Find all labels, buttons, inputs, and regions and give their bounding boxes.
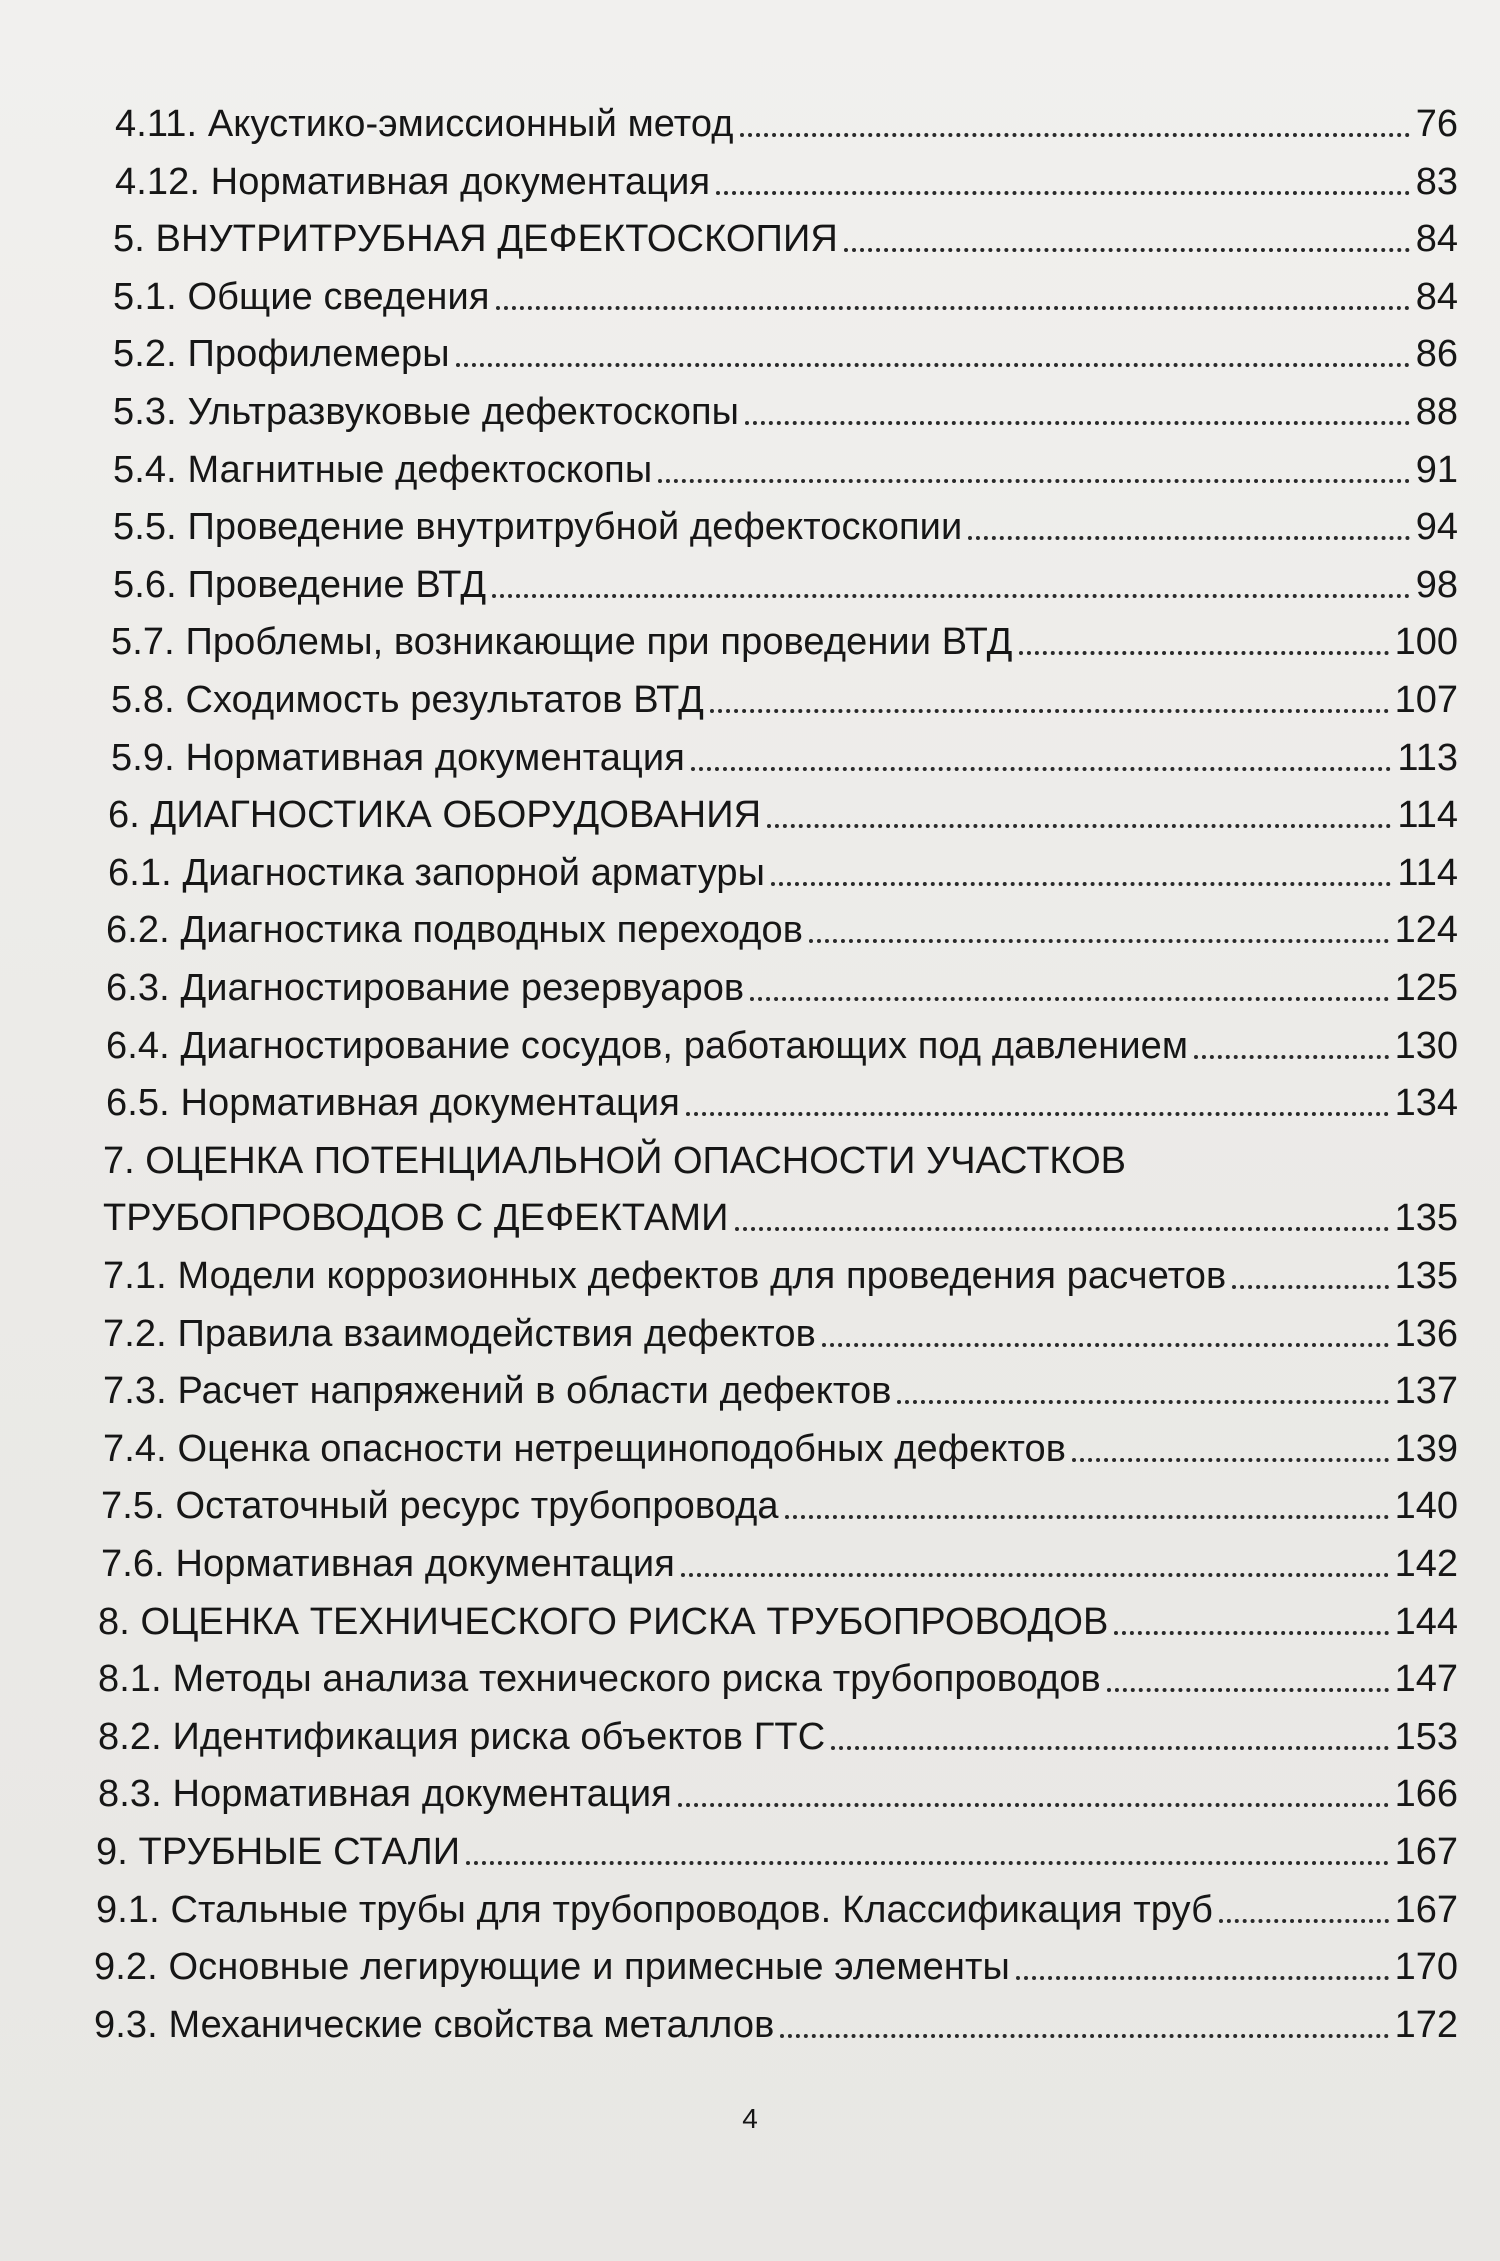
toc-entry-page: 137 xyxy=(1394,1370,1458,1413)
toc-entry[interactable] xyxy=(0,1528,1500,1586)
dot-leader xyxy=(678,1803,1389,1807)
dot-leader xyxy=(691,767,1392,771)
toc-entry-page: 107 xyxy=(1394,679,1458,721)
toc-entry[interactable] xyxy=(0,837,1500,895)
toc-entry-title: 5.4. Магнитные дефектоскопы xyxy=(113,448,653,491)
toc-entry-title: 4.12. Нормативная документация xyxy=(115,160,711,203)
toc-entry-title: 6.4. Диагностирование сосудов, работающих под давлением xyxy=(106,1024,1189,1067)
toc-entry[interactable] xyxy=(0,894,1500,952)
dot-leader xyxy=(844,248,1410,252)
toc-entry-title: 5.9. Нормативная документация xyxy=(111,736,685,779)
toc-entry-page: 124 xyxy=(1394,909,1458,952)
dot-leader xyxy=(745,421,1410,425)
toc-entry-page: 134 xyxy=(1394,1082,1458,1125)
toc-entry-title: 6.1. Диагностика запорной арматуры xyxy=(108,851,766,894)
toc-entry[interactable] xyxy=(0,1182,1500,1240)
toc-entry-page: 153 xyxy=(1394,1715,1458,1758)
page-number: 4 xyxy=(742,2103,758,2134)
dot-leader xyxy=(1072,1458,1389,1462)
dot-leader xyxy=(968,536,1409,540)
toc-entry-page: 84 xyxy=(1415,275,1458,318)
toc-entry-page: 167 xyxy=(1394,1888,1458,1931)
toc-entry[interactable] xyxy=(0,779,1500,837)
toc-entry-title: 6.3. Диагностирование резервуаров xyxy=(106,967,745,1009)
dot-leader xyxy=(780,2034,1388,2038)
dot-leader xyxy=(496,306,1410,310)
toc-entry[interactable] xyxy=(0,1758,1500,1816)
toc-entry-page: 170 xyxy=(1394,1946,1458,1989)
toc-entry[interactable] xyxy=(0,664,1500,722)
dot-leader xyxy=(809,939,1389,943)
toc-entry[interactable] xyxy=(0,606,1500,664)
dot-leader xyxy=(785,1515,1389,1519)
dot-leader xyxy=(897,1400,1388,1404)
toc-entry-title: 5.7. Проблемы, возникающие при проведении ВТД xyxy=(111,621,1013,664)
toc-entry-page: 140 xyxy=(1394,1485,1458,1528)
toc-entry-title: 8. ОЦЕНКА ТЕХНИЧЕСКОГО РИСКА ТРУБОПРОВОДОВ xyxy=(98,1600,1109,1643)
toc-entry-page: 76 xyxy=(1415,103,1458,145)
dot-leader xyxy=(767,824,1391,828)
toc-entry-page: 136 xyxy=(1394,1312,1458,1355)
toc-entry-title: 8.3. Нормативная документация xyxy=(98,1773,672,1816)
toc-entry-title: 7.6. Нормативная документация xyxy=(101,1543,675,1585)
toc-entry[interactable] xyxy=(0,1701,1500,1759)
toc-entry-page: 100 xyxy=(1394,621,1458,664)
toc-entry-title: 5.8. Сходимость результатов ВТД xyxy=(111,679,704,721)
toc-entry-title: 9.2. Основные легирующие и примесные элементы xyxy=(94,1946,1010,1989)
dot-leader xyxy=(716,191,1410,195)
toc-entry[interactable] xyxy=(0,1470,1500,1528)
toc-entry-title: 6. ДИАГНОСТИКА ОБОРУДОВАНИЯ xyxy=(108,794,762,837)
toc-entry[interactable] xyxy=(0,1010,1500,1068)
toc-entry-page: 147 xyxy=(1394,1658,1458,1701)
toc-entry-title: 5.2. Профилемеры xyxy=(113,333,450,376)
dot-leader xyxy=(1107,1688,1389,1692)
toc-entry-page: 167 xyxy=(1394,1831,1458,1873)
toc-entry-title: 7.3. Расчет напряжений в области дефектов xyxy=(103,1370,892,1413)
toc-entry-title: 5.3. Ультразвуковые дефектоскопы xyxy=(113,391,740,433)
toc-entry-page: 84 xyxy=(1415,218,1458,261)
toc-entry-title: 8.2. Идентификация риска объектов ГТС xyxy=(98,1715,826,1758)
toc-entry[interactable] xyxy=(0,376,1500,434)
toc-entry-title: 5.1. Общие сведения xyxy=(113,275,490,318)
toc-entry[interactable] xyxy=(0,318,1500,376)
toc-entry-title: 7.1. Модели коррозионных дефектов для проведения расчетов xyxy=(103,1255,1227,1297)
toc-entry-page: 86 xyxy=(1415,333,1458,376)
toc-entry-page: 114 xyxy=(1397,794,1458,837)
toc-entry-page: 125 xyxy=(1394,967,1458,1009)
toc-entry-title: 5. ВНУТРИТРУБНАЯ ДЕФЕКТОСКОПИЯ xyxy=(113,218,838,261)
toc-entry[interactable] xyxy=(0,952,1500,1010)
dot-leader xyxy=(1219,1919,1389,1923)
toc-entry-page: 135 xyxy=(1394,1255,1458,1297)
toc-entry-title: 7.5. Остаточный ресурс трубопровода xyxy=(101,1485,779,1528)
toc-entry[interactable] xyxy=(0,1874,1500,1932)
toc-entry[interactable] xyxy=(0,1643,1500,1701)
toc-entry[interactable] xyxy=(0,1067,1500,1125)
toc-entry-page: 139 xyxy=(1394,1427,1458,1470)
toc-entry-page: 114 xyxy=(1397,851,1458,894)
toc-entry[interactable] xyxy=(0,146,1500,204)
dot-leader xyxy=(710,709,1389,713)
toc-entry-title: 9. ТРУБНЫЕ СТАЛИ xyxy=(96,1831,461,1873)
dot-leader xyxy=(1019,651,1389,655)
toc-entry-title: 6.2. Диагностика подводных переходов xyxy=(106,909,804,952)
toc-entry-page: 130 xyxy=(1394,1024,1458,1067)
toc-entry-title: 4.11. Акустико-эмиссионный метод xyxy=(115,103,734,145)
toc-entry-page: 135 xyxy=(1394,1197,1458,1240)
toc-entry[interactable] xyxy=(0,722,1500,780)
toc-entry[interactable] xyxy=(0,1586,1500,1644)
toc-entry-title-line: 7. ОЦЕНКА ПОТЕНЦИАЛЬНОЙ ОПАСНОСТИ УЧАСТКОВ xyxy=(103,1139,1127,1182)
toc-entry-title: 7.2. Правила взаимодействия дефектов xyxy=(103,1312,816,1355)
toc-entry-title: 9.3. Механические свойства металлов xyxy=(94,2003,775,2046)
toc-entry-page: 94 xyxy=(1415,506,1458,549)
dot-leader xyxy=(686,1112,1389,1116)
dot-leader xyxy=(456,363,1410,367)
toc-entry-title: 9.1. Стальные трубы для трубопроводов. Классификация труб xyxy=(96,1888,1213,1931)
toc-entry-title: 7.4. Оценка опасности нетрещиноподобных дефектов xyxy=(103,1427,1067,1470)
toc-entry-title: 5.6. Проведение ВТД xyxy=(113,563,487,606)
dot-leader xyxy=(771,882,1391,886)
toc-entry-page: 144 xyxy=(1394,1600,1458,1643)
toc-entry-page: 142 xyxy=(1394,1543,1458,1585)
toc-entry-title: 6.5. Нормативная документация xyxy=(106,1082,680,1125)
toc-entry[interactable] xyxy=(0,88,1500,146)
toc-entry[interactable] xyxy=(0,1298,1500,1356)
toc-entry-page: 88 xyxy=(1415,391,1458,433)
toc-entry[interactable] xyxy=(0,1413,1500,1471)
toc-entry[interactable] xyxy=(0,261,1500,319)
dot-leader xyxy=(740,133,1410,137)
toc-entry[interactable] xyxy=(0,1240,1500,1298)
toc-entry-title: ТРУБОПРОВОДОВ С ДЕФЕКТАМИ xyxy=(103,1197,729,1240)
toc-entry[interactable] xyxy=(0,203,1500,261)
dot-leader xyxy=(822,1343,1389,1347)
dot-leader xyxy=(735,1227,1389,1231)
dot-leader xyxy=(1194,1055,1388,1059)
toc-entry[interactable] xyxy=(0,434,1500,492)
dot-leader xyxy=(1232,1285,1388,1289)
toc-entry-page: 98 xyxy=(1415,563,1458,606)
toc-entry-title: 8.1. Методы анализа технического риска трубопроводов xyxy=(98,1658,1101,1701)
toc-entry[interactable] xyxy=(0,549,1500,607)
toc-entry-page: 91 xyxy=(1415,448,1458,491)
dot-leader xyxy=(492,594,1410,598)
dot-leader xyxy=(681,1573,1389,1577)
toc-entry-page: 113 xyxy=(1397,736,1458,779)
toc-entry-page: 172 xyxy=(1394,2003,1458,2046)
toc-entry-title: 5.5. Проведение внутритрубной дефектоскопии xyxy=(113,506,963,549)
dot-leader xyxy=(831,1746,1388,1750)
toc-entry[interactable] xyxy=(0,1816,1500,1874)
toc-entry[interactable] xyxy=(0,1989,1500,2047)
dot-leader xyxy=(466,1861,1388,1865)
dot-leader xyxy=(658,479,1409,483)
toc-entry[interactable] xyxy=(0,491,1500,549)
toc-entry[interactable] xyxy=(0,1931,1500,1989)
dot-leader xyxy=(1016,1976,1389,1980)
toc-entry-page: 83 xyxy=(1415,160,1458,203)
toc-entry-page: 166 xyxy=(1394,1773,1458,1816)
dot-leader xyxy=(750,997,1388,1001)
dot-leader xyxy=(1114,1631,1388,1635)
toc-entry[interactable] xyxy=(0,1355,1500,1413)
